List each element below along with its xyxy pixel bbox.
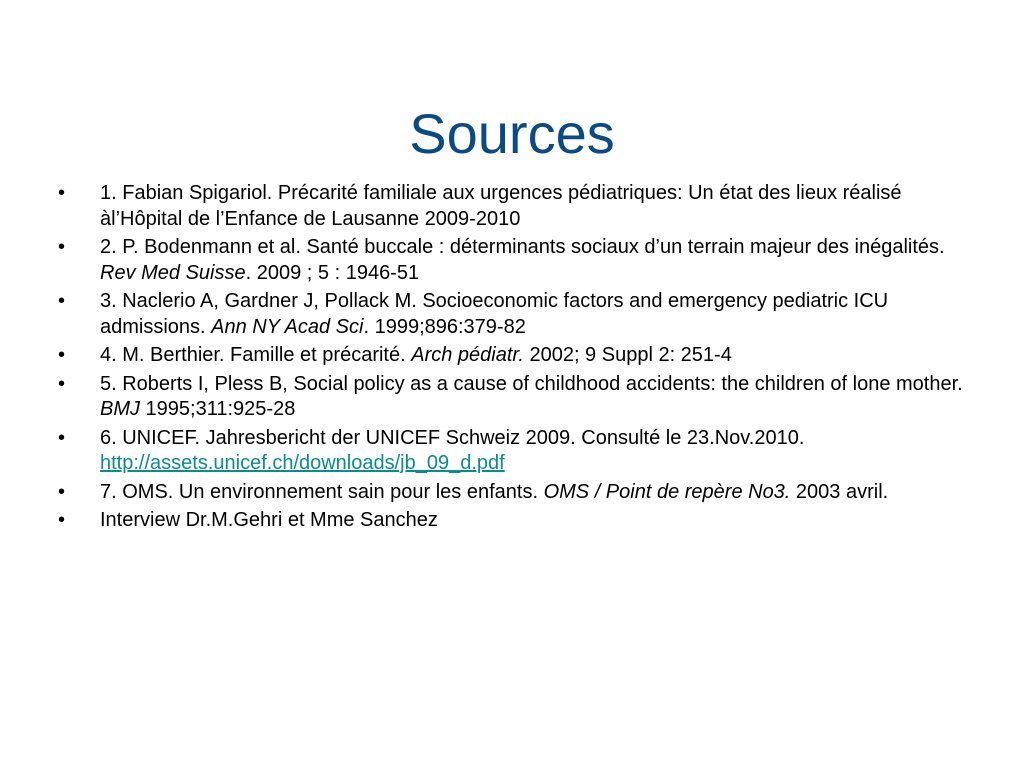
source-text: 6. UNICEF. Jahresbericht der UNICEF Schweiz 2009. Consulté le 23.Nov.2010. xyxy=(100,426,805,449)
source-text: 4. M. Berthier. Famille et précarité. xyxy=(100,344,412,366)
source-list xyxy=(0,181,1024,537)
journal-name: BMJ xyxy=(100,398,140,420)
source-item-1 xyxy=(0,181,1024,232)
source-text: 1. Fabian Spigariol. Précarité familiale aux urgences pédiatriques: Un état des lieux réalisé àl’Hôpital de l’Enfance de Lausanne 2009-2010 xyxy=(100,182,902,230)
journal-name: OMS / Point de repère No3. xyxy=(543,480,791,503)
source-item-2 xyxy=(0,235,1024,286)
source-item-7 xyxy=(0,480,1024,506)
source-text: Interview Dr.M.Gehri et Mme Sanchez xyxy=(100,509,438,531)
bullet: • xyxy=(58,426,66,449)
source-citation: . 2009 ; 5 : 1946-51 xyxy=(245,261,420,284)
source-text: 2. P. Bodenmann et al. Santé buccale : déterminants sociaux d’un terrain majeur des inégalités. xyxy=(100,236,945,258)
bullet: • xyxy=(58,290,66,312)
bullet: • xyxy=(58,372,66,395)
bullet: • xyxy=(58,182,66,204)
source-citation: 1995;311:925-28 xyxy=(140,398,296,420)
source-item-4 xyxy=(0,343,1024,369)
source-text: 5. Roberts I, Pless B, Social policy as a cause of childhood accidents: the children of lone mother. xyxy=(100,372,963,395)
bullet: • xyxy=(58,480,66,503)
source-item-6 xyxy=(0,426,1024,477)
bullet: • xyxy=(58,344,66,366)
slide-title: Sources xyxy=(409,101,615,165)
journal-name: Arch pédiatr. xyxy=(411,344,524,366)
source-item-5 xyxy=(0,372,1024,423)
source-citation: . 1999;896:379-82 xyxy=(363,315,526,338)
source-citation: 2003 avril. xyxy=(790,480,889,503)
source-citation: 2002; 9 Suppl 2: 251-4 xyxy=(523,344,732,366)
bullet: • xyxy=(58,236,66,258)
source-item-8 xyxy=(0,508,1024,534)
bullet: • xyxy=(58,509,66,531)
journal-name: Rev Med Suisse xyxy=(100,261,246,284)
source-text: 7. OMS. Un environnement sain pour les enfants. xyxy=(100,480,544,503)
journal-name: Ann NY Acad Sci xyxy=(211,315,364,338)
unicef-report-link[interactable]: http://assets.unicef.ch/downloads/jb_09_d.pdf xyxy=(100,452,505,474)
source-item-3 xyxy=(0,289,1024,340)
source-text: 3. Naclerio A, Gardner J, Pollack M. Socioeconomic factors and emergency pediatric ICU admissions. xyxy=(100,290,889,338)
